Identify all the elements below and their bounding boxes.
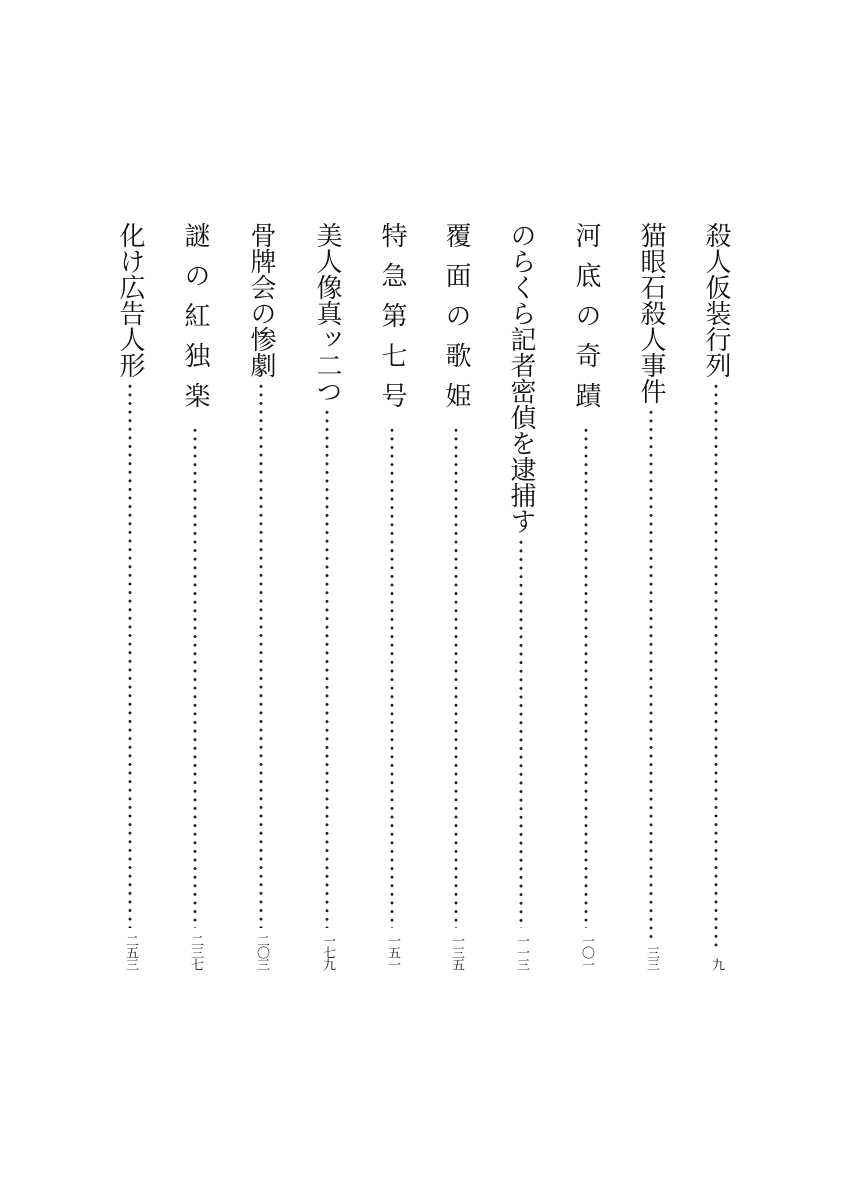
toc-entry-page: 三三 — [644, 946, 659, 970]
toc-dot-leader — [325, 408, 329, 928]
toc-dot-leader — [128, 382, 132, 928]
toc-dot-leader — [584, 426, 588, 928]
toc-entry[interactable] — [566, 222, 606, 970]
toc-entry[interactable] — [501, 222, 541, 970]
toc-dot-leader — [714, 382, 718, 952]
toc-dot-leader — [649, 408, 653, 940]
toc-entry[interactable] — [110, 222, 150, 970]
toc-entry[interactable] — [696, 222, 736, 970]
toc-entry-page: 一一三 — [514, 934, 529, 970]
toc-entry-page: 一三五 — [449, 934, 464, 970]
toc-entry-page: 一七九 — [320, 934, 335, 970]
toc-entry[interactable] — [241, 222, 281, 970]
toc-entry-title: のらくら記者密偵を逮捕す — [506, 222, 536, 534]
toc-dot-leader — [519, 538, 523, 928]
toc-entry-page: 二三七 — [188, 934, 203, 970]
toc-entry-title: 骨牌会の惨劇 — [246, 222, 276, 378]
toc-dot-leader — [193, 426, 197, 928]
toc-dot-leader — [390, 426, 394, 928]
toc-entry-page: 一〇一 — [579, 934, 594, 970]
toc-entry-page: 一五一 — [385, 934, 400, 970]
toc-entry-title: 謎の紅独楽 — [180, 222, 210, 422]
toc-entry-page: 九 — [709, 958, 724, 970]
toc-entry-page: 二〇三 — [254, 934, 269, 970]
toc-entry[interactable] — [436, 222, 476, 970]
toc-dot-leader — [454, 426, 458, 928]
toc-entry[interactable] — [175, 222, 215, 970]
toc-entry[interactable] — [631, 222, 671, 970]
toc-entry-title: 猫眼石殺人事件 — [636, 222, 666, 404]
toc-entry-title: 化け広告人形 — [115, 222, 145, 378]
toc-entry-title: 特急第七号 — [377, 222, 407, 422]
toc-entry-title: 美人像真ッ二つ — [312, 222, 342, 404]
toc-entry[interactable] — [372, 222, 412, 970]
toc-entry-title: 殺人仮装行列 — [701, 222, 731, 378]
toc-entry-title: 覆面の歌姫 — [441, 222, 471, 422]
toc-entry[interactable] — [307, 222, 347, 970]
toc-entry-page: 二五三 — [123, 934, 138, 970]
toc-dot-leader — [259, 382, 263, 928]
toc-entry-title: 河底の奇蹟 — [571, 222, 601, 422]
